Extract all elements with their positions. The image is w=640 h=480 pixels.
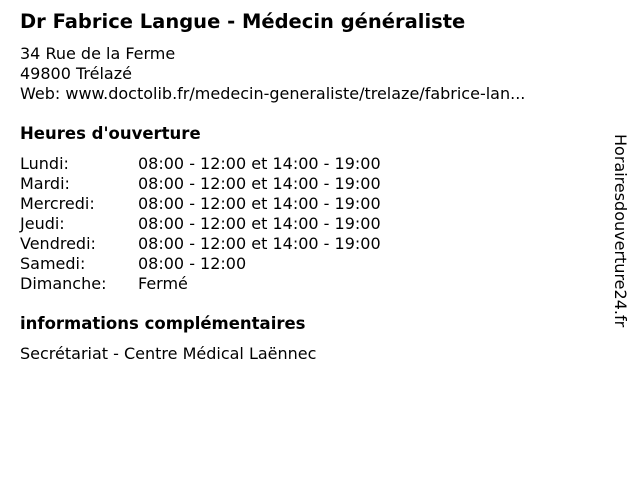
hours-row-sunday (20, 274, 440, 294)
day-label: Samedi: (20, 254, 86, 273)
day-label: Lundi: (20, 154, 69, 173)
time-value: 08:00 - 12:00 et 14:00 - 19:00 (138, 174, 381, 193)
info-text: Secrétariat - Centre Médical Laënnec (20, 344, 317, 363)
time-value: 08:00 - 12:00 et 14:00 - 19:00 (138, 154, 381, 173)
day-label: Mercredi: (20, 194, 95, 213)
hours-row-monday (20, 154, 440, 174)
day-label: Jeudi: (20, 214, 65, 233)
info-heading: informations complémentaires (20, 314, 306, 333)
day-label: Mardi: (20, 174, 70, 193)
site-watermark: Horairesdouverture24.fr (611, 134, 630, 328)
day-label: Vendredi: (20, 234, 96, 253)
hours-row-thursday (20, 214, 440, 234)
address-web[interactable]: Web: www.doctolib.fr/medecin-generaliste/trelaze/fabrice-lan... (20, 84, 526, 103)
time-value: Fermé (138, 274, 188, 293)
time-value: 08:00 - 12:00 et 14:00 - 19:00 (138, 194, 381, 213)
time-value: 08:00 - 12:00 (138, 254, 247, 273)
time-value: 08:00 - 12:00 et 14:00 - 19:00 (138, 214, 381, 233)
hours-heading: Heures d'ouverture (20, 124, 201, 143)
hours-row-tuesday (20, 174, 440, 194)
hours-row-friday (20, 234, 440, 254)
time-value: 08:00 - 12:00 et 14:00 - 19:00 (138, 234, 381, 253)
page-title: Dr Fabrice Langue - Médecin généraliste (20, 10, 466, 33)
hours-row-saturday (20, 254, 440, 274)
day-label: Dimanche: (20, 274, 107, 293)
address-street: 34 Rue de la Ferme (20, 44, 176, 63)
address-block (20, 44, 525, 104)
hours-row-wednesday (20, 194, 440, 214)
address-city: 49800 Trélazé (20, 64, 132, 83)
opening-hours-table (20, 154, 440, 294)
